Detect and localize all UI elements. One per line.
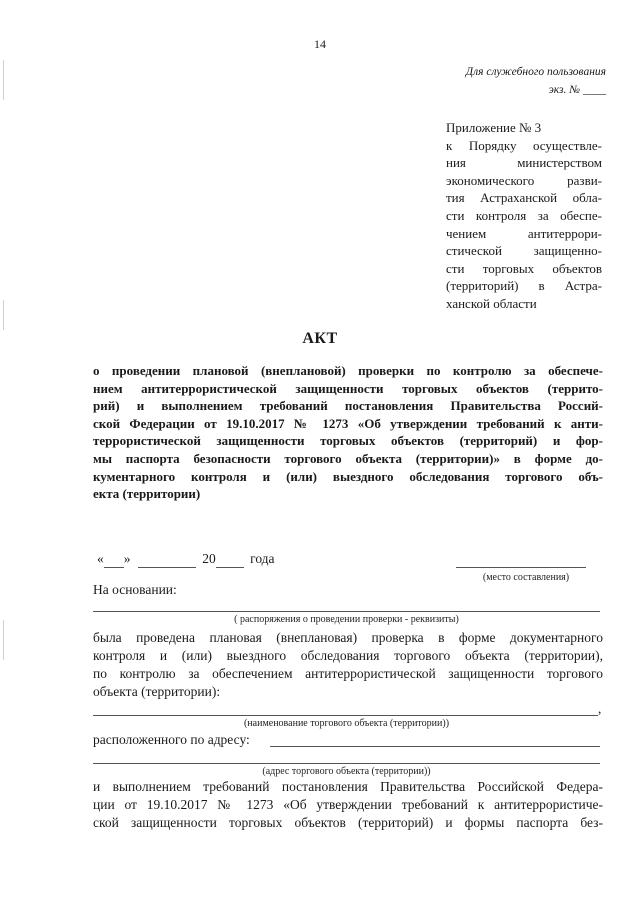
appendix-reference: [446, 119, 602, 313]
place-blank[interactable]: [456, 567, 586, 568]
object-comma: ,: [598, 701, 602, 716]
basis-label: На основании:: [93, 582, 177, 597]
appendix-line: сти контроля за обеспе-: [446, 207, 602, 223]
subtitle-line: о проведении плановой (внеплановой) проверки по контролю за обеспече-: [93, 363, 603, 378]
appendix-line: к Порядку осуществле-: [446, 137, 602, 153]
document-title: АКТ: [302, 330, 338, 347]
subtitle-line: террористической защищенности торговых объектов (территорий) и фор-: [93, 433, 603, 449]
paragraph-line: ции от 19.10.2017 № 1273 «Об утверждении требований к антитеррористиче-: [93, 797, 603, 812]
subtitle-line: рий) и выполнением требований постановления Правительства Россий-: [93, 398, 603, 414]
subtitle-line: екта (территории): [93, 486, 201, 502]
object-name-blank[interactable]: [93, 715, 598, 716]
appendix-line: Приложение № 3: [446, 120, 542, 135]
document-subtitle: [93, 362, 603, 503]
paragraph-line: ской защищенности торговых объектов (территорий) и формы паспорта без-: [93, 815, 603, 830]
day-blank[interactable]: [104, 553, 124, 568]
place-caption: (место составления): [482, 572, 570, 583]
classification-stamp: Для служебного пользования: [465, 66, 606, 78]
appendix-line: тия Астраханской обла-: [446, 190, 602, 206]
scan-edge-mark: [3, 300, 4, 330]
paragraph-line: объекта (территории):: [93, 684, 221, 699]
scan-edge-mark: [3, 60, 4, 100]
object-caption: (наименование торгового объекта (территории)): [243, 718, 450, 729]
year-prefix: 20: [202, 551, 216, 566]
appendix-line: ния министерством: [446, 155, 602, 171]
address-caption: (адрес торгового объекта (территории)): [262, 766, 431, 777]
appendix-line: сти торговых объектов: [446, 260, 602, 276]
date-open-quote: «: [97, 551, 104, 566]
year-blank[interactable]: [216, 553, 244, 568]
appendix-line: чением антитеррори-: [446, 225, 602, 241]
appendix-line: экономического разви-: [446, 172, 602, 188]
address-blank[interactable]: [270, 746, 600, 747]
month-blank[interactable]: [138, 553, 196, 568]
paragraph-line: по контролю за обеспечением антитеррористической защищенности торгового: [93, 666, 603, 681]
paragraph-line: была проведена плановая (внеплановая) проверка в форме документарного: [93, 630, 603, 645]
subtitle-line: кументарного контроля и (или) выездного обследования торгового объ-: [93, 468, 603, 484]
date-field: [97, 550, 275, 568]
subtitle-line: нием антитеррористической защищенности торговых объектов (террито-: [93, 380, 603, 396]
appendix-line: стической защищенно-: [446, 243, 602, 259]
subtitle-line: мы паспорта безопасности торгового объекта (территории)» в форме до-: [93, 450, 603, 466]
appendix-line: ханской области: [446, 295, 537, 311]
requirements-paragraph: [93, 778, 603, 832]
paragraph-line: контроля и (или) выездного обследования торгового объекта (территории),: [93, 648, 603, 663]
inspection-paragraph: [93, 629, 603, 701]
address-label: расположенного по адресу:: [93, 732, 250, 747]
appendix-line: (территорий) в Астра-: [446, 278, 602, 294]
page-number: 14: [314, 37, 326, 51]
subtitle-line: ской Федерации от 19.10.2017 № 1273 «Об утверждении требований к анти-: [93, 415, 603, 431]
basis-blank[interactable]: [93, 611, 600, 612]
copy-number: экз. № ____: [548, 84, 606, 96]
date-close-quote: »: [123, 551, 131, 566]
scan-edge-mark: [3, 620, 4, 660]
address-blank-2[interactable]: [93, 763, 600, 764]
basis-caption: ( распоряжения о проведении проверки - реквизиты): [234, 614, 459, 625]
date-suffix: года: [250, 551, 275, 566]
paragraph-line: и выполнением требований постановления Правительства Российской Федера-: [93, 779, 603, 794]
